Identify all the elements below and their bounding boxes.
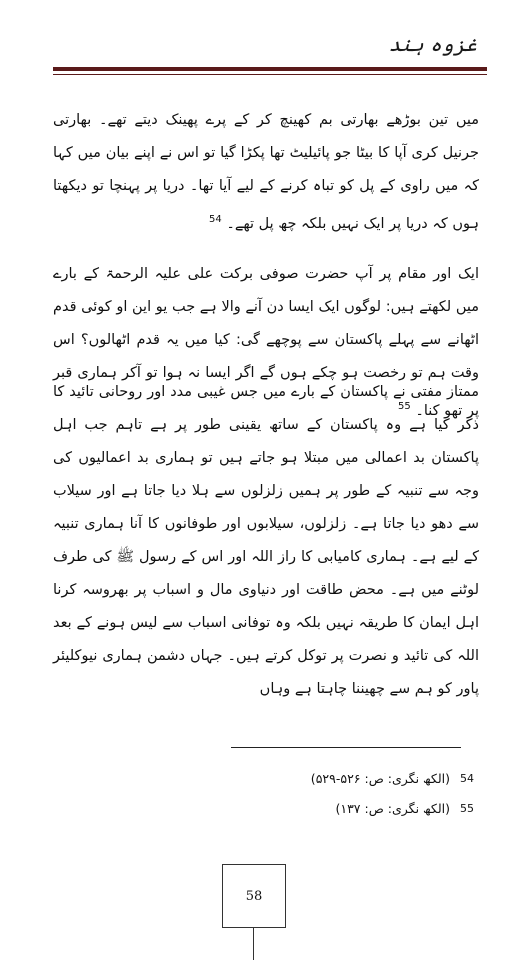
page-number: 58 xyxy=(245,888,263,904)
page-number-stem xyxy=(253,927,254,960)
header-rule-thick xyxy=(53,67,487,71)
footnote-number: 55 xyxy=(460,802,474,815)
paragraph-3-text: ممتاز مفتی نے پاکستان کے بارے میں جس غیبی مدد اور روحانی تائید کا ذکر کیا ہے وہ پاکستان کے ساتھ یقینی طور پر ہے تاہم جب اہل پاکستان بد اعمالی میں مبتلا ہو جاتے ہیں تو ہماری بد اعمالیوں کی وجہ سے تنبیہ کے طور پر ہمیں زلزلوں سے ہلا دیا جاتا ہے اور سیلاب سے دھو دیا جاتا ہے۔ زلزلوں، سیلابوں اور طوفانوں کا آنا ہماری تنبیہ کے لیے ہے۔ ہماری کامیابی کا راز اللہ اور اس کے رسول ﷺ کی طرف لوٹنے میں ہے۔ محض طاقت اور دنیاوی مال و اسباب پر بھروسہ کرنا اہل ایمان کا طریقہ نہیں بلکہ وہ توفانی اسباب سے لیس ہونے کے بعد اللہ کی تائید و نصرت پر توکل کرتے ہیں۔ جہاں دشمن ہماری نیوکلیئر پاور کو ہم سے چھیننا چاہتا ہے وہاں xyxy=(53,384,479,697)
paragraph-1 xyxy=(53,104,479,241)
running-header-title: غزوہ ہند xyxy=(388,32,477,56)
footnote-ref-54: 54 xyxy=(209,214,222,225)
footnote-divider xyxy=(231,747,461,748)
header-rule-thin xyxy=(53,74,487,75)
footnote-number: 54 xyxy=(460,772,474,785)
footnote-55 xyxy=(234,794,474,824)
page-number-box xyxy=(222,864,286,928)
footnote-text: (الکھ نگری: ص: ۵۲۶-۵۲۹) xyxy=(310,771,450,786)
paragraph-2-text: ایک اور مقام پر آپ حضرت صوفی برکت علی علیہ الرحمۃ کے بارے میں لکھتے ہیں: لوگوں ایک ایسا دن آنے والا ہے جب یو این او کوئی قدم اٹھانے سے پہلے پاکستان سے پوچھے گی: کیا میں یہ قدم اٹھالوں؟ اس وقت ہم تو رخصت ہو چکے ہوں گے اگر ایسا نہ ہوا تو آکر ہماری قبر پر تھو کنا۔ xyxy=(53,266,479,419)
footnote-ref-55: 55 xyxy=(397,401,411,412)
paragraph-1-text: میں تین بوڑھے بھارتی بم کھینچ کر کے پرے پھینک دیتے تھے۔ بھارتی جرنیل کری آپا کا بیٹا جو پائیلیٹ تھا پکڑا گیا تو اس نے اپنے بیان میں کہا کہ میں راوی کے پل کو تباہ کرنے کے لیے آیا تھا۔ دریا پر پہنچا تو دیکھتا ہوں کہ دریا پر ایک نہیں بلکہ چھ پل تھے۔ xyxy=(53,112,479,232)
footnote-54 xyxy=(234,764,474,794)
paragraph-3 xyxy=(53,376,479,706)
footnote-text: (الکھ نگری: ص: ۱۳۷) xyxy=(335,801,450,816)
footnotes xyxy=(234,764,474,824)
